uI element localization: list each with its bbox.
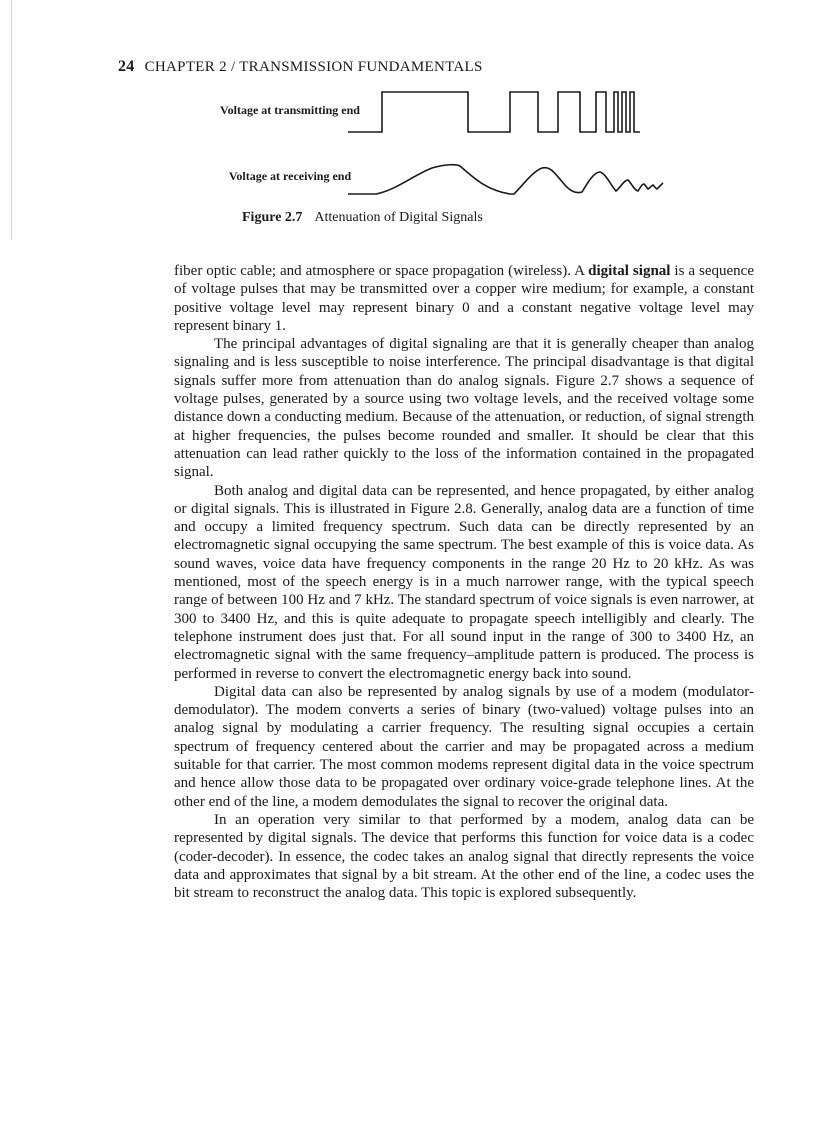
received-rounded-signal bbox=[348, 165, 663, 194]
paragraph-4: Digital data can also be represented by analog signals by use of a modem (modulator-demodulator). The modem converts a series of binary (two-valued) voltage pulses into an analog signal by modulating a carrier frequency. The resulting signal occupies a certain spectrum of frequency centered about the carrier and may be propagated across a medium suitable for that carrier. The most common modems represent digital data in the voice spectrum and hence allow those data to be propagated over ordinary voice-grade telephone lines. At the other end of the line, a modem demodulates the signal to recover the original data. bbox=[174, 683, 754, 810]
page-number: 24 bbox=[118, 58, 135, 75]
caption-number: Figure 2.7 bbox=[242, 210, 303, 225]
p1-text-start: fiber optic cable; and atmosphere or space propagation (wireless). A bbox=[174, 263, 589, 279]
label-receiving-end: Voltage at receiving end bbox=[228, 169, 352, 183]
figure-caption bbox=[242, 210, 483, 226]
transmitted-pulse-train bbox=[348, 92, 640, 132]
page-edge-line bbox=[11, 0, 12, 240]
paragraph-5: In an operation very similar to that performed by a modem, analog data can be represented by digital signals. The device that performs this function for voice data is a codec (coder-decoder). In essence, the codec takes an analog signal that directly represents the voice data and approximates that signal by a bit stream. At the other end of the line, a codec uses the bit stream to reconstruct the analog data. This topic is explored subsequently. bbox=[174, 811, 754, 902]
body-text bbox=[174, 262, 754, 902]
figure-2-7 bbox=[220, 88, 740, 238]
term-digital-signal: digital signal bbox=[588, 263, 671, 279]
caption-text: Attenuation of Digital Signals bbox=[314, 210, 483, 225]
running-title: CHAPTER 2 / TRANSMISSION FUNDAMENTALS bbox=[144, 59, 483, 75]
paragraph-1 bbox=[174, 262, 754, 335]
paragraph-2: The principal advantages of digital signaling are that it is generally cheaper than analog signaling and is less susceptible to noise interference. The principal disadvantage is that digital signals suffer more from attenuation than do analog signals. Figure 2.7 shows a sequence of voltage pulses, generated by a source using two voltage levels, and the received voltage some distance down a conducting medium. Because of the attenuation, or reduction, of signal strength at higher frequencies, the pulses become rounded and smaller. It should be clear that this attenuation can lead rather quickly to the loss of the information contained in the propagated signal. bbox=[174, 336, 754, 481]
p1-text-end: is a sequence of voltage pulses that may be transmitted over a copper wire medium; for example, a constant positive voltage level may represent binary 0 and a constant negative voltage level may represent binary 1. bbox=[174, 263, 754, 334]
attenuation-diagram bbox=[220, 88, 740, 208]
paragraph-3: Both analog and digital data can be represented, and hence propagated, by either analog or digital signals. This is illustrated in Figure 2.8. Generally, analog data are a function of time and occupy a limited frequency spectrum. Such data can be directly represented by an electromagnetic signal occupying the same spectrum. The best example of this is voice data. As sound waves, voice data have frequency components in the range 20 Hz to 20 kHz. As was mentioned, most of the speech energy is in a much narrower range, with the typical speech range of between 100 Hz and 7 kHz. The standard spectrum of voice signals is even narrower, at 300 to 3400 Hz, and this is quite adequate to propagate speech intelligibly and clearly. The telephone instrument does just that. For all sound input in the range of 300 to 3400 Hz, an electromagnetic signal with the same frequency–amplitude pattern is produced. The process is performed in reverse to convert the electromagnetic energy back into sound. bbox=[174, 482, 754, 682]
label-transmitting-end: Voltage at transmitting end bbox=[220, 103, 360, 117]
running-head bbox=[118, 58, 483, 76]
